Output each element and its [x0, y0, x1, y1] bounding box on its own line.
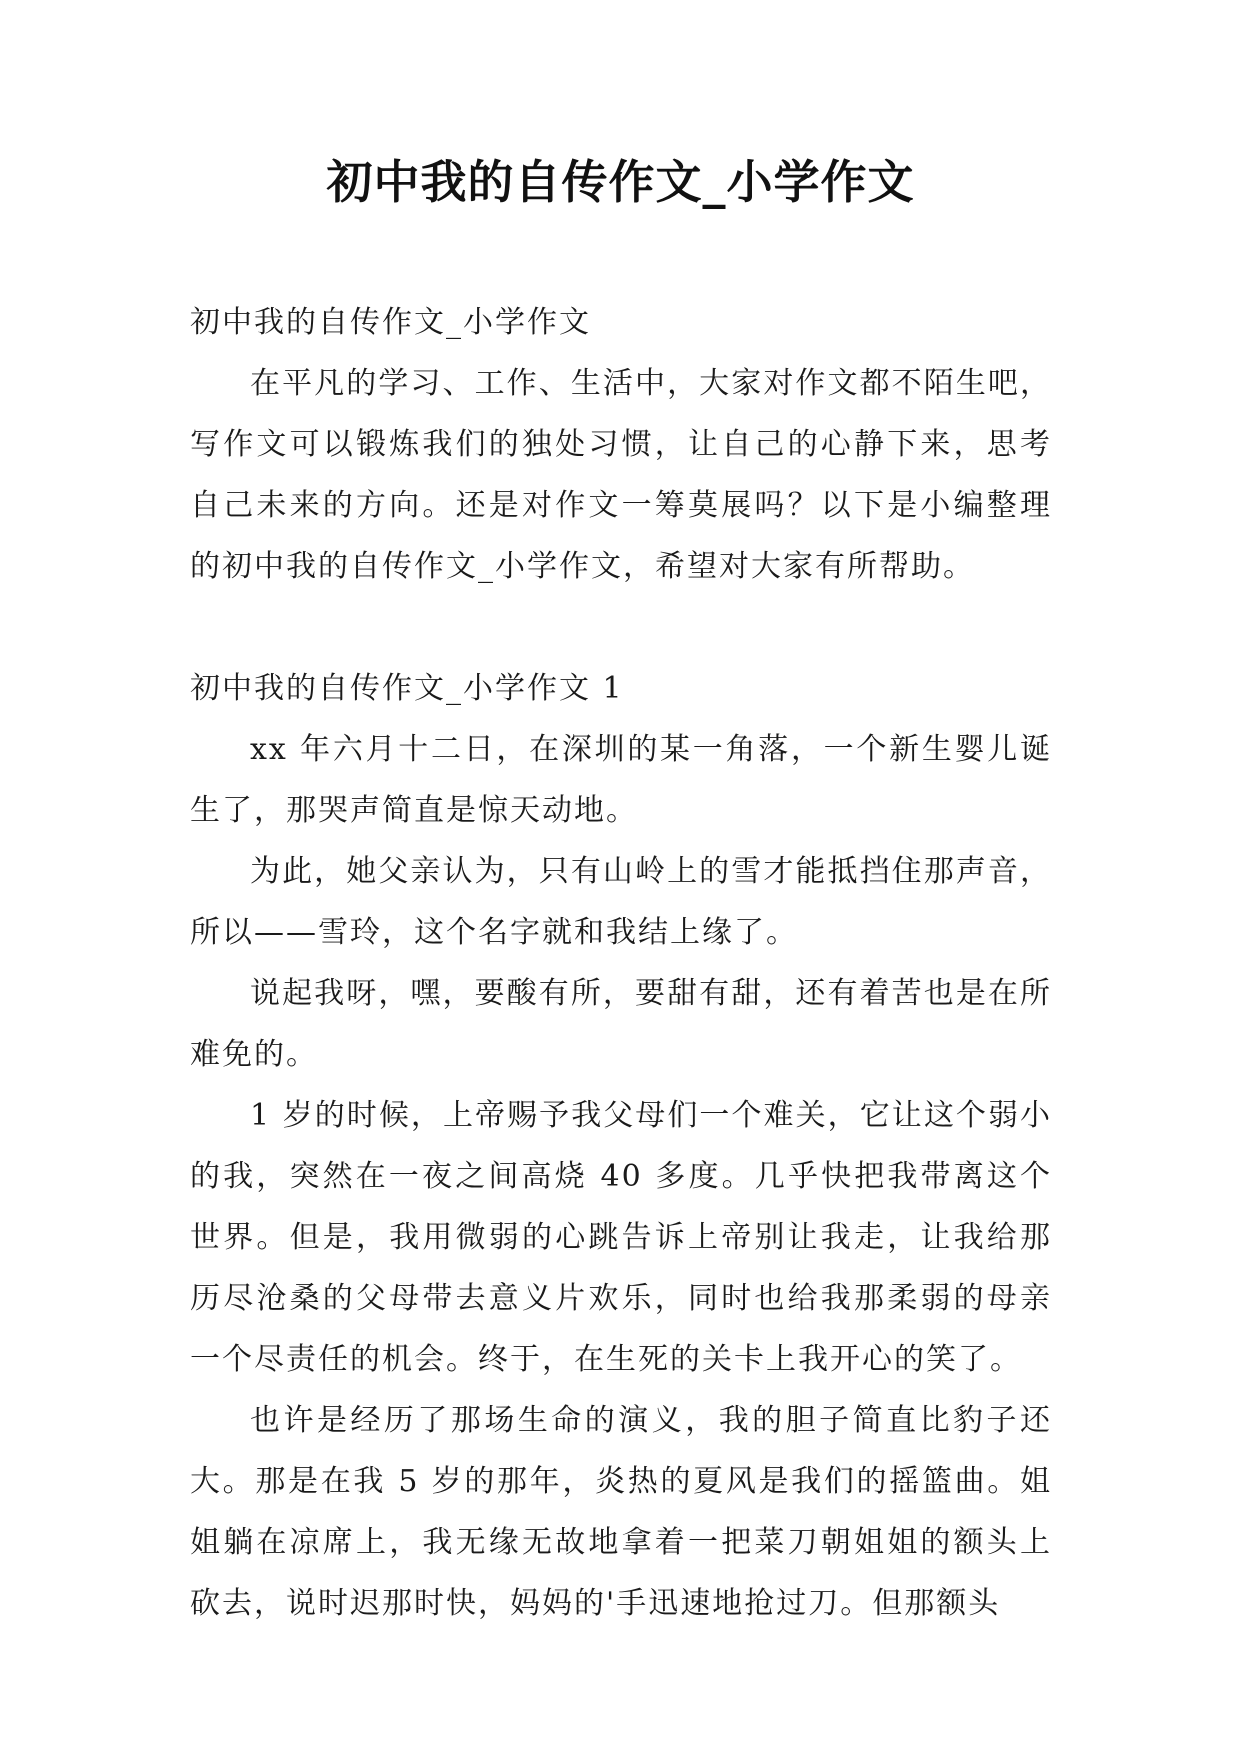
section-heading: 初中我的自传作文_小学作文 1: [190, 671, 624, 706]
body-paragraph: 说起我呀，嘿，要酸有所，要甜有甜，还有着苦也是在所难免的。: [190, 976, 1052, 1072]
intro-paragraph: 在平凡的学习、工作、生活中，大家对作文都不陌生吧，写作文可以锻炼我们的独处习惯，让自己的心静下来，思考自己未来的方向。还是对作文一筹莫展吗？以下是小编整理的初中我的自传作文_小学作文，希望对大家有所帮助。: [190, 366, 1052, 584]
document-subtitle: 初中我的自传作文_小学作文: [190, 305, 591, 340]
body-paragraph: 也许是经历了那场生命的演义，我的胆子简直比豹子还大。那是在我 5 岁的那年，炎热的夏风是我们的摇篮曲。姐姐躺在凉席上，我无缘无故地拿着一把菜刀朝姐姐的额头上砍去，说时迟那时快，妈妈的'手迅速地抢过刀。但那额头: [190, 1403, 1052, 1621]
body-paragraph: xx 年六月十二日，在深圳的某一角落，一个新生婴儿诞生了，那哭声简直是惊天动地。: [190, 732, 1052, 828]
document-body: [190, 292, 1052, 1634]
section-spacer: [190, 597, 1052, 658]
body-paragraph: 1 岁的时候，上帝赐予我父母们一个难关，它让这个弱小的我，突然在一夜之间高烧 40 多度。几乎快把我带离这个世界。但是，我用微弱的心跳告诉上帝别让我走，让我给那历尽沧桑的父母带去意义片欢乐，同时也给我那柔弱的母亲一个尽责任的机会。终于，在生死的关卡上我开心的笑了。: [190, 1098, 1052, 1377]
document-title: 初中我的自传作文_小学作文: [326, 155, 915, 209]
body-paragraph: 为此，她父亲认为，只有山岭上的雪才能抵挡住那声音，所以——雪玲，这个名字就和我结上缘了。: [190, 854, 1052, 950]
